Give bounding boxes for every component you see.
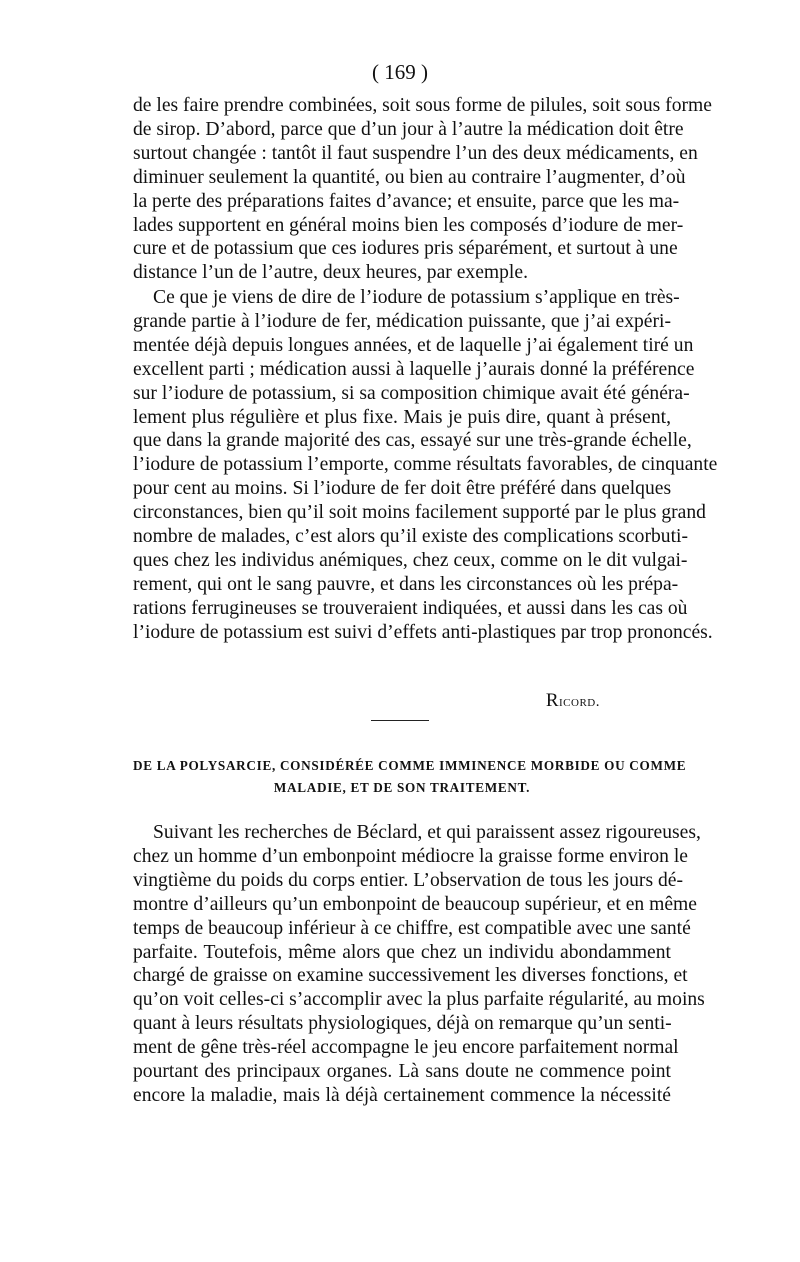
text-line: mentée déjà depuis longues années, et de laquelle j’ai également tiré un xyxy=(133,334,694,356)
page-number: ( 169 ) xyxy=(372,60,428,84)
text-line: circonstances, bien qu’il soit moins facilement supporté par le plus grand xyxy=(133,502,706,524)
text-line: grande partie à l’iodure de fer, médication puissante, que j’ai expéri- xyxy=(133,310,671,332)
section-divider xyxy=(371,720,429,721)
text-line: nombre de malades, c’est alors qu’il existe des complications scorbuti- xyxy=(133,526,688,548)
section-title-line: DE LA POLYSARCIE, CONSIDÉRÉE COMME IMMINENCE MORBIDE OU COMME xyxy=(133,758,687,773)
text-line: sur l’iodure de potassium, si sa composition chimique avait été généra- xyxy=(133,382,690,404)
text-line: la perte des préparations faites d’avance; et ensuite, parce que les ma- xyxy=(133,190,680,212)
text-line: encore la maladie, mais là déjà certainement commence la nécessité xyxy=(133,1084,671,1106)
paragraph-1 xyxy=(133,94,712,285)
paragraph-3 xyxy=(133,821,705,1108)
author-signature: Ricord. xyxy=(545,690,600,711)
text-line: rement, qui ont le sang pauvre, et dans les circonstances où les prépa- xyxy=(133,573,679,595)
text-line: lement plus régulière et plus fixe. Mais je puis dire, quant à présent, xyxy=(133,406,671,428)
text-line: ques chez les individus anémiques, chez ceux, comme on le dit vulgai- xyxy=(133,549,688,571)
text-line: l’iodure de potassium est suivi d’effets anti-plastiques par trop prononcés. xyxy=(133,621,713,643)
text-line: Ce que je viens de dire de l’iodure de potassium s’applique en très- xyxy=(153,287,680,308)
text-line: qu’on voit celles-ci s’accomplir avec la plus parfaite régularité, au moins xyxy=(133,989,705,1011)
text-line: pour cent au moins. Si l’iodure de fer doit être préféré dans quelques xyxy=(133,478,672,500)
text-line: vingtième du poids du corps entier. L’observation de tous les jours dé- xyxy=(133,869,683,891)
section-title xyxy=(133,755,687,799)
text-line: ment de gêne très-réel accompagne le jeu encore parfaitement normal xyxy=(133,1037,679,1059)
text-line: temps de beaucoup inférieur à ce chiffre, est compatible avec une santé xyxy=(133,917,691,939)
text-line: de sirop. D’abord, parce que d’un jour à l’autre la médication doit être xyxy=(133,118,684,140)
paragraph-2 xyxy=(133,286,718,645)
text-line: l’iodure de potassium l’emporte, comme résultats favorables, de cinquante xyxy=(133,454,718,476)
text-line: montre d’ailleurs qu’un embonpoint de beaucoup supérieur, et en même xyxy=(133,893,697,915)
text-line: chargé de graisse on examine successivement les diverses fonctions, et xyxy=(133,965,688,987)
text-line: quant à leurs résultats physiologiques, déjà on remarque qu’un senti- xyxy=(133,1013,672,1035)
text-line: surtout changée : tantôt il faut suspendre l’un des deux médicaments, en xyxy=(133,142,698,164)
text-line: Suivant les recherches de Béclard, et qui paraissent assez rigoureuses, xyxy=(153,822,701,843)
text-line: que dans la grande majorité des cas, essayé sur une très-grande échelle, xyxy=(133,430,692,452)
text-line: cure et de potassium que ces iodures pris séparément, et surtout à une xyxy=(133,238,678,260)
text-line: distance l’un de l’autre, deux heures, par exemple. xyxy=(133,262,528,284)
text-line: chez un homme d’un embonpoint médiocre la graisse forme environ le xyxy=(133,845,688,867)
text-line: parfaite. Toutefois, même alors que chez un individu abondamment xyxy=(133,941,671,963)
section-title-line: MALADIE, ET DE SON TRAITEMENT. xyxy=(273,780,531,795)
text-line: diminuer seulement la quantité, ou bien au contraire l’augmenter, d’où xyxy=(133,166,686,188)
text-line: pourtant des principaux organes. Là sans doute ne commence point xyxy=(133,1061,671,1083)
text-line: excellent parti ; médication aussi à laquelle j’aurais donné la préférence xyxy=(133,358,695,380)
text-line: lades supportent en général moins bien les composés d’iodure de mer- xyxy=(133,214,684,236)
text-line: de les faire prendre combinées, soit sous forme de pilules, soit sous forme xyxy=(133,95,712,116)
text-line: rations ferrugineuses se trouveraient indiquées, et aussi dans les cas où xyxy=(133,597,688,619)
